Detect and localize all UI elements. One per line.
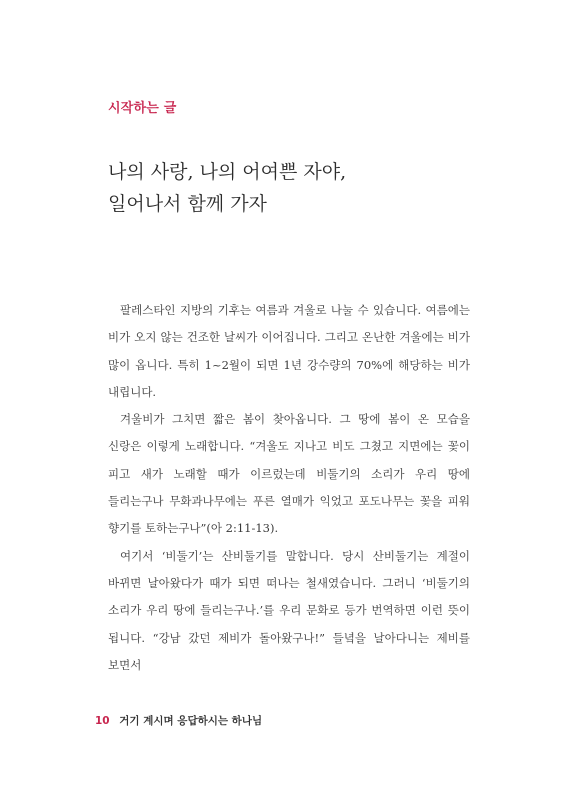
chapter-title [108,156,488,220]
body-paragraph: 여기서 ‘비둘기’는 산비둘기를 말합니다. 당시 산비둘기는 계절이 바뀌면 날아왔다가 때가 되면 떠나는 철새였습니다. 그러니 ‘비둘기의 소리가 우리 땅에 들리는구나.’를 우리 문화로 등가 번역하면 이런 뜻이 됩니다. “강남 갔던 제비가 돌아왔구나!” 들녘을 날아다니는 제비를 보면서 [108,548,470,672]
body-paragraph: 겨울비가 그치면 짧은 봄이 찾아옵니다. 그 땅에 봄이 온 모습을 신랑은 이렇게 노래합니다. “겨울도 지나고 비도 그쳤고 지면에는 꽃이 피고 새가 노래할 때가 이르렀는데 비둘기의 소리가 우리 땅에 들리는구나 무화과나무에는 푸른 열매가 익었고 포도나무는 꽃을 피워 향기를 토하는구나”(아 2:11-13). [108,412,470,536]
body-paragraph: 팔레스타인 지방의 기후는 여름과 겨울로 나눌 수 있습니다. 여름에는 비가 오지 않는 건조한 날씨가 이어집니다. 그리고 온난한 겨울에는 비가 많이 옵니다. 특히 1~2월이 되면 1년 강수량의 70%에 해당하는 비가 내립니다. [108,303,470,399]
page-footer [95,713,262,728]
page-number: 10 [95,715,110,727]
body-text [108,297,470,679]
chapter-title-line: 나의 사랑, 나의 어여쁜 자야, [108,161,347,183]
running-book-title: 거기 계시며 응답하시는 하나님 [119,715,263,727]
section-label: 시작하는 글 [108,101,177,116]
chapter-title-line: 일어나서 함께 가자 [108,193,267,215]
